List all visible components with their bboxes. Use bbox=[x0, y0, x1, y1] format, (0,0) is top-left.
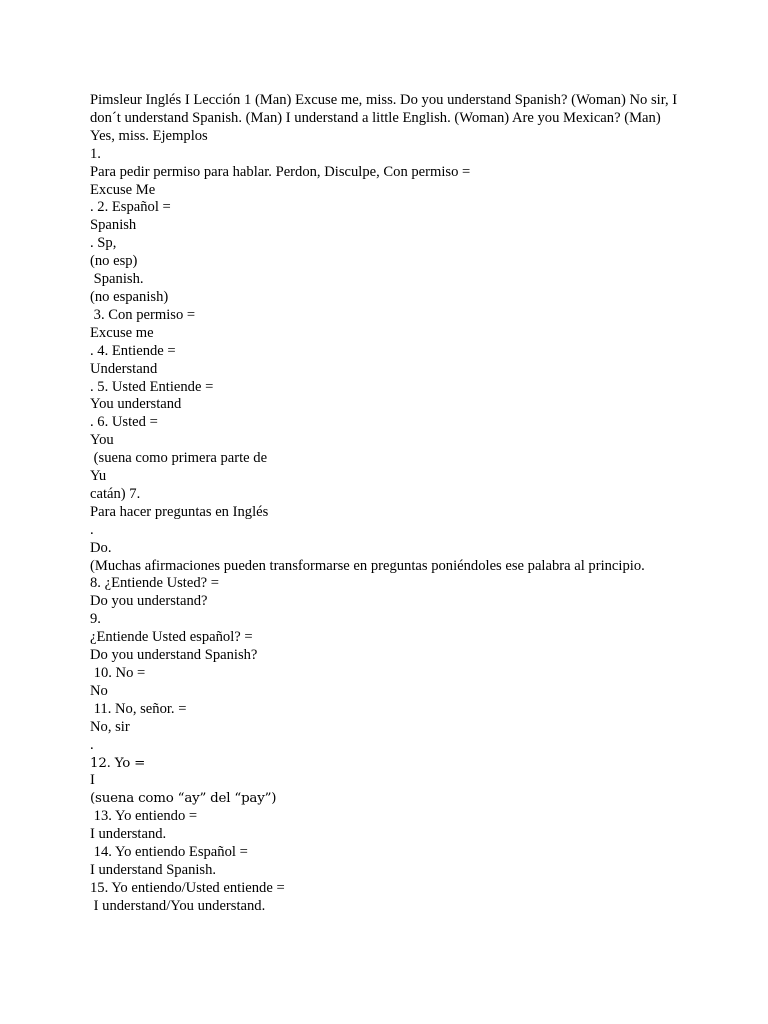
line-15: You understand bbox=[90, 396, 182, 413]
document-body bbox=[90, 92, 680, 916]
line-29: Do you understand Spanish? bbox=[90, 647, 258, 664]
line-25: 8. ¿Entiende Usted? = bbox=[90, 575, 219, 592]
line-12: . 4. Entiende = bbox=[90, 342, 176, 359]
line-21: Para hacer preguntas en Inglés bbox=[90, 503, 269, 520]
line-28: ¿Entiende Usted español? = bbox=[90, 629, 253, 646]
line-19: Yu bbox=[90, 468, 107, 485]
line-35: 12. Yo = bbox=[90, 755, 146, 771]
line-34: . bbox=[90, 736, 94, 753]
line-26: Do you understand? bbox=[90, 593, 208, 610]
line-2: Para pedir permiso para hablar. Perdon, Disculpe, Con permiso = bbox=[90, 163, 471, 180]
line-38: 13. Yo entiendo = bbox=[90, 808, 198, 825]
line-43: I understand/You understand. bbox=[90, 897, 266, 914]
line-3: Excuse Me bbox=[90, 181, 156, 198]
line-22: . bbox=[90, 521, 94, 538]
line-16: . 6. Usted = bbox=[90, 414, 158, 431]
line-9: (no espanish) bbox=[90, 288, 169, 305]
line-5: Spanish bbox=[90, 217, 137, 234]
line-32: 11. No, señor. = bbox=[90, 700, 187, 717]
line-1: 1. bbox=[90, 145, 101, 162]
line-27: 9. bbox=[90, 611, 101, 628]
line-4: . 2. Español = bbox=[90, 199, 171, 216]
line-6: . Sp, bbox=[90, 235, 117, 252]
document-intro: Pimsleur Inglés I Lección 1 (Man) Excuse me, miss. Do you understand Spanish? (Woman) No sir, I don´t understand Spanish. (Man) I understand a little English. (Woman) Are you Mexican? (Man) Yes, miss. Ejemplos bbox=[90, 92, 678, 144]
line-17: You bbox=[90, 432, 114, 449]
line-36: I bbox=[90, 772, 95, 789]
line-37: (suena como “ay” del “pay”) bbox=[90, 791, 277, 807]
line-30: 10. No = bbox=[90, 665, 146, 681]
line-33: No, sir bbox=[90, 718, 130, 735]
line-10: 3. Con permiso = bbox=[90, 306, 196, 323]
line-13: Understand bbox=[90, 360, 158, 377]
line-40: 14. Yo entiendo Español = bbox=[90, 844, 248, 861]
line-24: (Muchas afirmaciones pueden transformarse en preguntas poniéndoles ese palabra al principio. bbox=[90, 557, 645, 574]
line-23: Do. bbox=[90, 539, 112, 556]
line-18: (suena como primera parte de bbox=[90, 450, 268, 467]
line-8: Spanish. bbox=[90, 271, 144, 288]
line-39: I understand. bbox=[90, 826, 167, 843]
line-31: No bbox=[90, 682, 108, 699]
line-20: catán) 7. bbox=[90, 485, 141, 502]
line-42: 15. Yo entiendo/Usted entiende = bbox=[90, 879, 285, 896]
line-14: . 5. Usted Entiende = bbox=[90, 378, 214, 395]
line-41: I understand Spanish. bbox=[90, 861, 217, 878]
line-11: Excuse me bbox=[90, 324, 154, 341]
line-7: (no esp) bbox=[90, 253, 138, 270]
